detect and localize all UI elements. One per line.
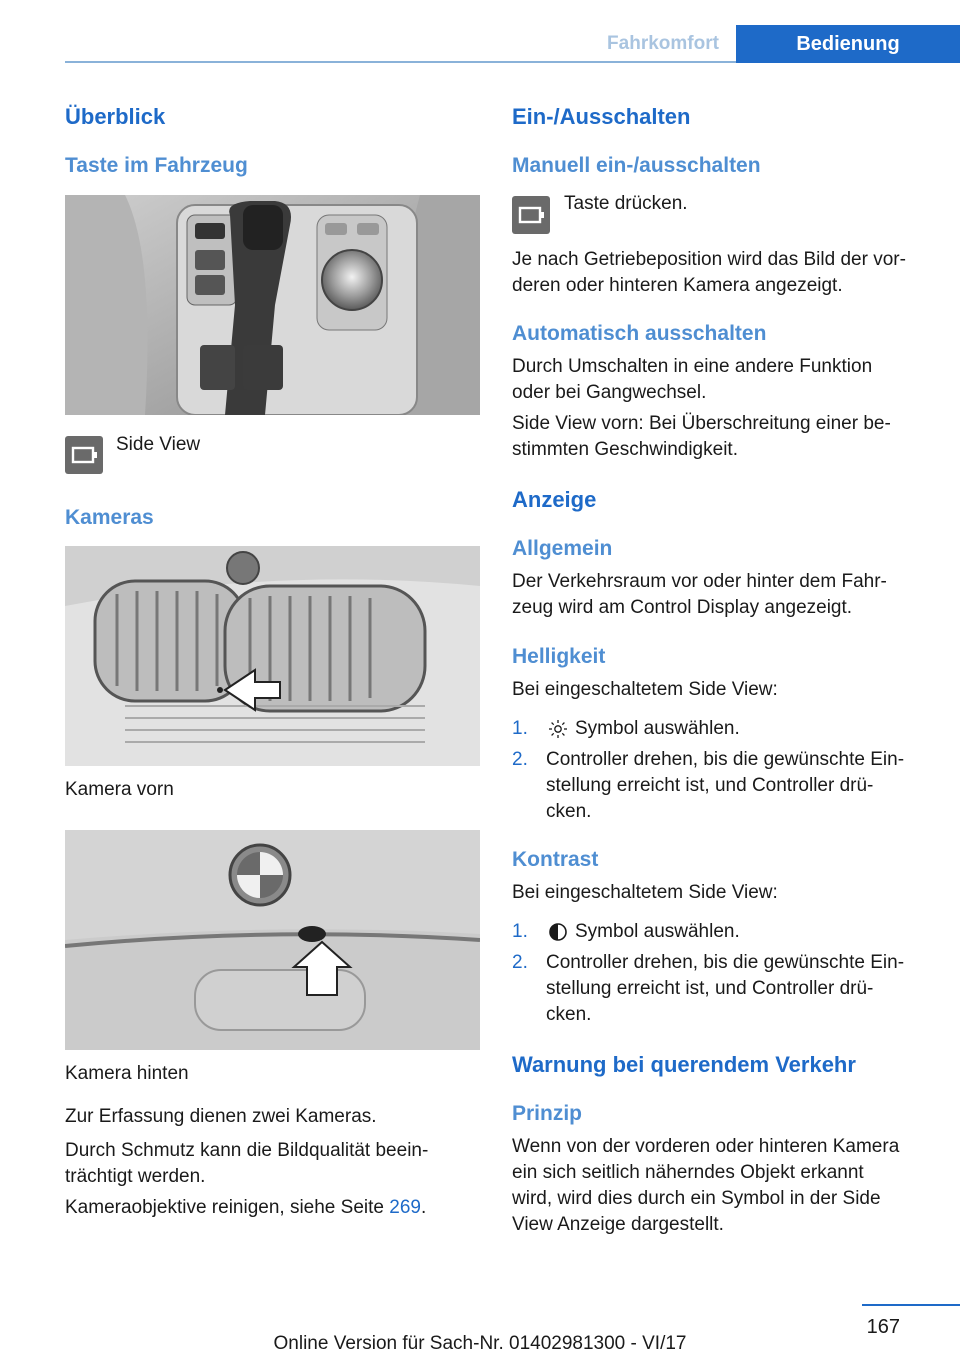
principle-line1: Wenn von der vorderen oder hinteren Kamera [512, 1136, 900, 1157]
contrast-step1-text: Symbol auswählen. [575, 921, 740, 942]
heading-cross-traffic-warning: Warnung bei querendem Verkehr [512, 1052, 856, 1077]
heading-brightness: Helligkeit [512, 645, 606, 668]
contrast-intro: Bei eingeschaltetem Side View: [512, 882, 778, 903]
principle-line4: View Anzeige dargestellt. [512, 1214, 724, 1235]
principle-line2: ein sich seitlich näherndes Objekt erkannt [512, 1162, 864, 1183]
brightness-intro: Bei eingeschaltetem Side View: [512, 679, 778, 700]
rear-camera-photo [65, 830, 480, 1050]
heading-display: Anzeige [512, 487, 597, 512]
heading-cameras: Kameras [65, 506, 154, 529]
heading-manual-on-off: Manuell ein-/ausschalten [512, 154, 761, 177]
press-button-text: Taste drücken. [564, 193, 688, 214]
page-link-269[interactable]: 269 [389, 1197, 421, 1218]
footer-rule [862, 1304, 960, 1306]
clean-lens-text: Kameraobjektive reinigen, siehe Seite [65, 1197, 390, 1218]
brightness-step1-text: Symbol auswählen. [575, 718, 740, 739]
heading-on-off: Ein-/Ausschalten [512, 104, 691, 129]
center-console-photo [65, 195, 480, 415]
tab-bedienung[interactable]: Bedienung [736, 25, 960, 63]
paragraph-two-cameras: Zur Erfassung dienen zwei Kameras. [65, 1106, 377, 1127]
front-camera-photo [65, 546, 480, 766]
heading-general: Allgemein [512, 537, 613, 560]
contrast-icon [548, 922, 568, 942]
brightness-sun-icon [548, 719, 568, 739]
camera-button-icon [512, 196, 550, 234]
heading-contrast: Kontrast [512, 848, 599, 871]
principle-line3: wird, wird dies durch ein Symbol in der Side [512, 1188, 881, 1209]
contrast-step2-line2: stellung erreicht ist, und Controller drü‐ [546, 978, 874, 999]
heading-button-in-vehicle: Taste im Fahrzeug [65, 154, 248, 177]
heading-auto-off: Automatisch ausschalten [512, 322, 767, 345]
brightness-step2-line2: stellung erreicht ist, und Controller drü‐ [546, 775, 874, 796]
paragraph-dirt-line1: Durch Schmutz kann die Bildqualität beein‐ [65, 1140, 429, 1161]
speed-line1: Side View vorn: Bei Überschreitung einer be‐ [512, 413, 891, 434]
contrast-step2-line3: cken. [546, 1004, 592, 1025]
page-number: 167 [866, 1316, 900, 1338]
auto-off-line1: Durch Umschalten in eine andere Funktion [512, 356, 873, 377]
contrast-step2-number: 2. [512, 952, 528, 973]
speed-line2: stimmten Geschwindigkeit. [512, 439, 738, 460]
footer-version-text: Online Version für Sach-Nr. 01402981300 - VI/17 [273, 1333, 687, 1354]
auto-off-line2: oder bei Gangwechsel. [512, 382, 707, 403]
caption-front-camera: Kamera vorn [65, 779, 174, 800]
gear-text-line2: deren oder hinteren Kamera angezeigt. [512, 275, 843, 296]
general-line1: Der Verkehrsraum vor oder hinter dem Fahr‐ [512, 571, 887, 592]
brightness-step2-number: 2. [512, 749, 528, 770]
paragraph-dirt-line2: trächtigt werden. [65, 1166, 206, 1187]
gear-text-line1: Je nach Getriebeposition wird das Bild der vor‐ [512, 249, 906, 270]
brightness-step2-line3: cken. [546, 801, 592, 822]
general-line2: zeug wird am Control Display angezeigt. [512, 597, 853, 618]
heading-principle: Prinzip [512, 1102, 583, 1125]
contrast-step2-line1: Controller drehen, bis die gewünschte Ein‐ [546, 952, 905, 973]
contrast-step1-number: 1. [512, 921, 528, 942]
brightness-step2-line1: Controller drehen, bis die gewünschte Ein‐ [546, 749, 905, 770]
side-view-button-icon [65, 436, 103, 474]
brightness-step1-number: 1. [512, 718, 528, 739]
tab-fahrkomfort[interactable]: Fahrkomfort [607, 33, 719, 54]
paragraph-clean-lens [65, 1195, 426, 1221]
clean-lens-period: . [420, 1197, 427, 1218]
caption-rear-camera: Kamera hinten [65, 1063, 189, 1084]
side-view-label: Side View [116, 434, 201, 455]
heading-overview: Überblick [65, 104, 166, 129]
